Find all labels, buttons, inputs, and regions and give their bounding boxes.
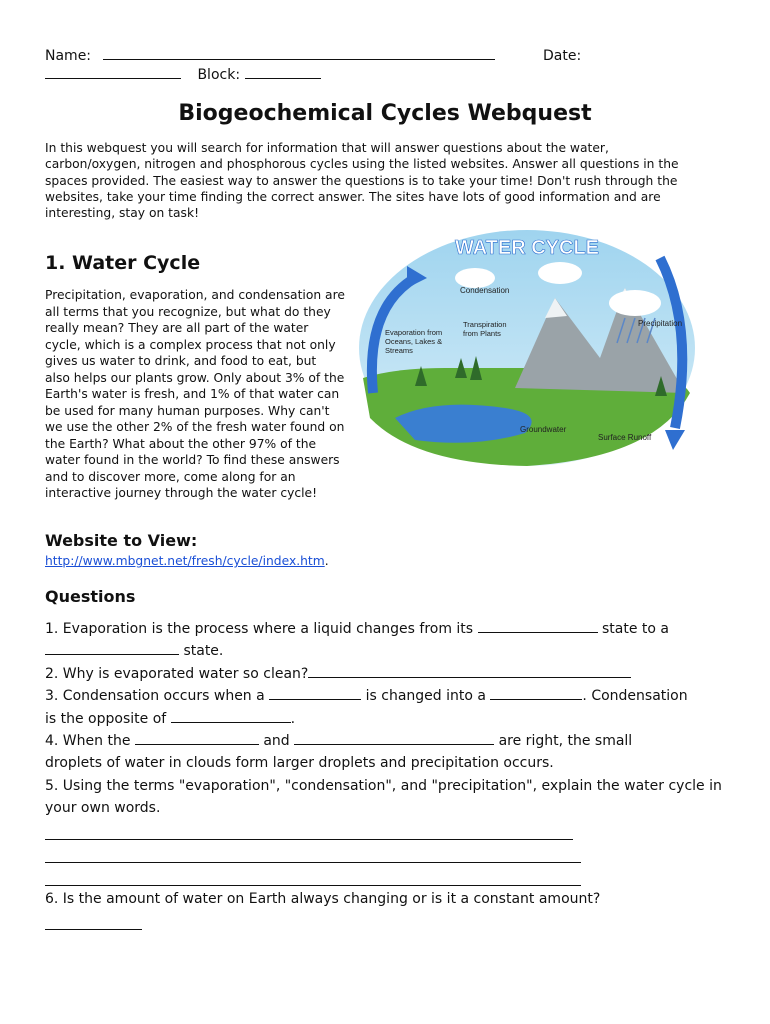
block-label: Block: <box>197 67 241 83</box>
label-transpiration: Transpiration from Plants <box>463 320 507 338</box>
q6-answer-line[interactable] <box>45 929 142 930</box>
question-3-line-2: is the opposite of . <box>45 708 735 730</box>
q2-blank[interactable] <box>308 663 631 678</box>
question-1-line-2: state. <box>45 640 735 662</box>
question-2: 2. Why is evaporated water so clean? <box>45 663 735 685</box>
q1-blank-2[interactable] <box>45 640 179 655</box>
website-heading: Website to View: <box>45 531 198 550</box>
questions-heading: Questions <box>45 587 136 606</box>
right-arrowhead <box>665 430 685 450</box>
water-cycle-paragraph <box>45 287 345 502</box>
question-6: 6. Is the amount of water on Earth always changing or is it a constant amount? <box>45 891 601 907</box>
question-4-line-1: 4. When the and are right, the small <box>45 730 735 752</box>
intro-paragraph <box>45 140 705 221</box>
page-title: Biogeochemical Cycles Webquest <box>178 101 592 126</box>
q1-blank-1[interactable] <box>478 618 598 633</box>
water-cycle-diagram <box>355 218 700 473</box>
diagram-title: WATER CYCLE <box>454 237 600 259</box>
question-1-line-1: 1. Evaporation is the process where a liquid changes from its state to a <box>45 618 735 640</box>
name-field[interactable] <box>103 45 495 60</box>
date-field[interactable] <box>45 64 181 79</box>
q4-blank-1[interactable] <box>135 730 259 745</box>
date-label: Date: <box>543 48 582 64</box>
q3-blank-1[interactable] <box>269 685 361 700</box>
label-precipitation: Precipitation <box>638 319 683 328</box>
website-link[interactable]: http://www.mbgnet.net/fresh/cycle/index.htm <box>45 554 325 568</box>
label-runoff: Surface Runoff <box>598 433 652 442</box>
label-groundwater: Groundwater <box>520 425 567 434</box>
question-5: 5. Using the terms "evaporation", "condensation", and "precipitation", explain the water cycle in your own words. <box>45 777 722 817</box>
label-evaporation: Evaporation from Oceans, Lakes & Streams <box>385 328 443 355</box>
label-condensation: Condensation <box>460 286 510 295</box>
intro-text: In this webquest you will search for information that will answer questions about the water, carbon/oxygen, nitrogen and phosphorous cycles using the listed websites. Answer all questions in the spaces provided. The easiest way to answer the questions is to take your time! Don't rush through the websites, take your time finding the correct answer. The sites have lots of good information and are interesting, stay on task! <box>45 141 679 221</box>
website-link-trail: . <box>324 554 329 568</box>
q5-answer-line-2[interactable] <box>45 862 581 863</box>
q4-blank-2[interactable] <box>294 730 494 745</box>
section-heading-water-cycle: 1. Water Cycle <box>45 252 201 274</box>
question-4-line-2: droplets of water in clouds form larger droplets and precipitation occurs. <box>45 755 554 772</box>
date-row <box>543 45 581 67</box>
name-label: Name: <box>45 48 92 64</box>
website-link-row <box>45 553 329 569</box>
question-3-line-1: 3. Condensation occurs when a is changed into a . Condensation <box>45 685 735 707</box>
block-row <box>45 64 321 86</box>
water-cycle-text: Precipitation, evaporation, and condensation are all terms that you recognize, but what do they really mean? They are all part of the water cycle, which is a complex process that not only gives us water to drink, and food to eat, but also helps our plants grow. Only about 3% of the Earth's water is fresh, and 1% of that water can be used for many human purposes. Why can't we use the other 2% of the fresh water found on the Earth? What about the other 97% of the water found in the world? To find these answers and to discover more, come along for an interactive journey through the water cycle! <box>45 288 345 500</box>
q5-answer-line-3[interactable] <box>45 885 581 886</box>
q5-answer-line-1[interactable] <box>45 839 573 840</box>
questions-block <box>45 618 735 820</box>
q3-blank-3[interactable] <box>171 708 291 723</box>
q3-blank-2[interactable] <box>490 685 582 700</box>
block-field[interactable] <box>245 64 321 79</box>
